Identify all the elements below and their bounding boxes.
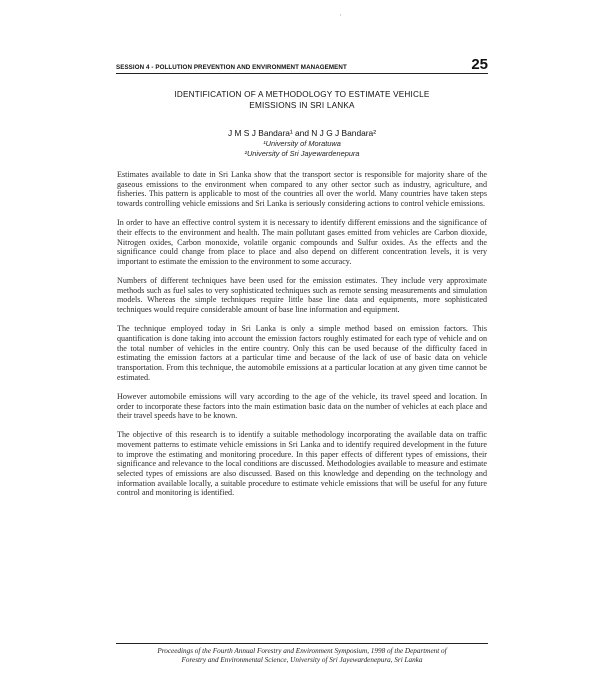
affiliation-2: ²University of Sri Jayewardenepura bbox=[244, 149, 360, 158]
title-line-2: EMISSIONS IN SRI LANKA bbox=[249, 100, 355, 110]
paragraph-1: Estimates available to date in Sri Lanka show that the transport sector is responsible for majority share of the gaseous emissions to the environment when compared to any other sector such as industry, agriculture, and fisheries. This pattern is applicable to most of the countries all over the world. Many countries have taken steps towards controlling vehicle emissions and Sri Lanka is seriously considering actions to control vehicle emissions. bbox=[117, 170, 487, 208]
title-line-1: IDENTIFICATION OF A METHODOLOGY TO ESTIMATE VEHICLE bbox=[174, 90, 430, 99]
header-rule bbox=[116, 73, 488, 74]
paragraph-6: The objective of this research is to identify a suitable methodology incorporating the available data on traffic movement patterns to estimate vehicle emissions in Sri Lanka and to identify required development in the future to improve the estimating and monitoring procedure. In this paper effects of different types of emissions, their significance and relevance to the local conditions are discussed. Methodologies available to measure and estimate selected types of emissions are also discussed. Based on this knowledge and depending on the technology and information available locally, a suitable procedure to estimate vehicle emissions that will be useful for any future control and monitoring is identified. bbox=[117, 430, 487, 498]
affiliations bbox=[116, 139, 488, 159]
scan-mark: · bbox=[339, 10, 342, 20]
page-number: 25 bbox=[471, 56, 488, 73]
author-names: J M S J Bandara¹ and N J G J Bandara² bbox=[227, 128, 377, 138]
section-label: SESSION 4 - POLLUTION PREVENTION AND ENVIRONMENT MANAGEMENT bbox=[116, 64, 347, 71]
abstract-body bbox=[117, 170, 487, 508]
affiliation-1: ¹University of Moratuwa bbox=[263, 139, 341, 148]
footer-rule bbox=[116, 643, 488, 644]
paragraph-5: However automobile emissions will vary according to the age of the vehicle, its travel speed and location. In order to incorporate these factors into the main estimation basic data on the number of vehicles at each place and their travel speeds have to be known. bbox=[117, 391, 487, 421]
paragraph-3: Numbers of different techniques have been used for the emission estimates. They include very approximate methods such as fuel sales to very sophisticated techniques such as remote sensing measurements and simulation models. Whereas the simple techniques require little base line data and equipments, more sophisticated techniques would require considerable amount of base line information and equipment. bbox=[117, 276, 487, 315]
page-header bbox=[116, 58, 488, 76]
paragraph-4: The technique employed today in Sri Lanka is only a simple method based on emission factors. This quantification is done taking into account the emission factors roughly estimated for each type of vehicle and on the total number of vehicles in the entire country. Only this can be used because of the difficulty faced in estimating the emission factors at a particular time and because of the lack of use of basic data on vehicle transportation. From this technique, the automobile emissions at a particular location at any given time cannot be estimated. bbox=[117, 324, 487, 382]
page-footer bbox=[116, 643, 488, 666]
footer-citation bbox=[116, 647, 488, 666]
footer-line-1: Proceedings of the Fourth Annual Forestry and Environment Symposium, 1998 of the Department of bbox=[157, 647, 447, 655]
footer-line-2: Forestry and Environmental Science, University of Sri Jayewardenepura, Sri Lanka bbox=[181, 656, 423, 665]
paper-title bbox=[116, 90, 488, 111]
paragraph-2: In order to have an effective control system it is necessary to identify different emissions and the significance of their effects to the environment and health. The main pollutant gases emitted from vehicles are Carbon dioxide, Nitrogen oxides, Carbon monoxide, volatile organic compounds and Sulfur oxides. As the effects and the significance could change from place to place and also depend on different concentration levels, it is very important to estimate the emission to the environment to some accuracy. bbox=[117, 218, 487, 266]
